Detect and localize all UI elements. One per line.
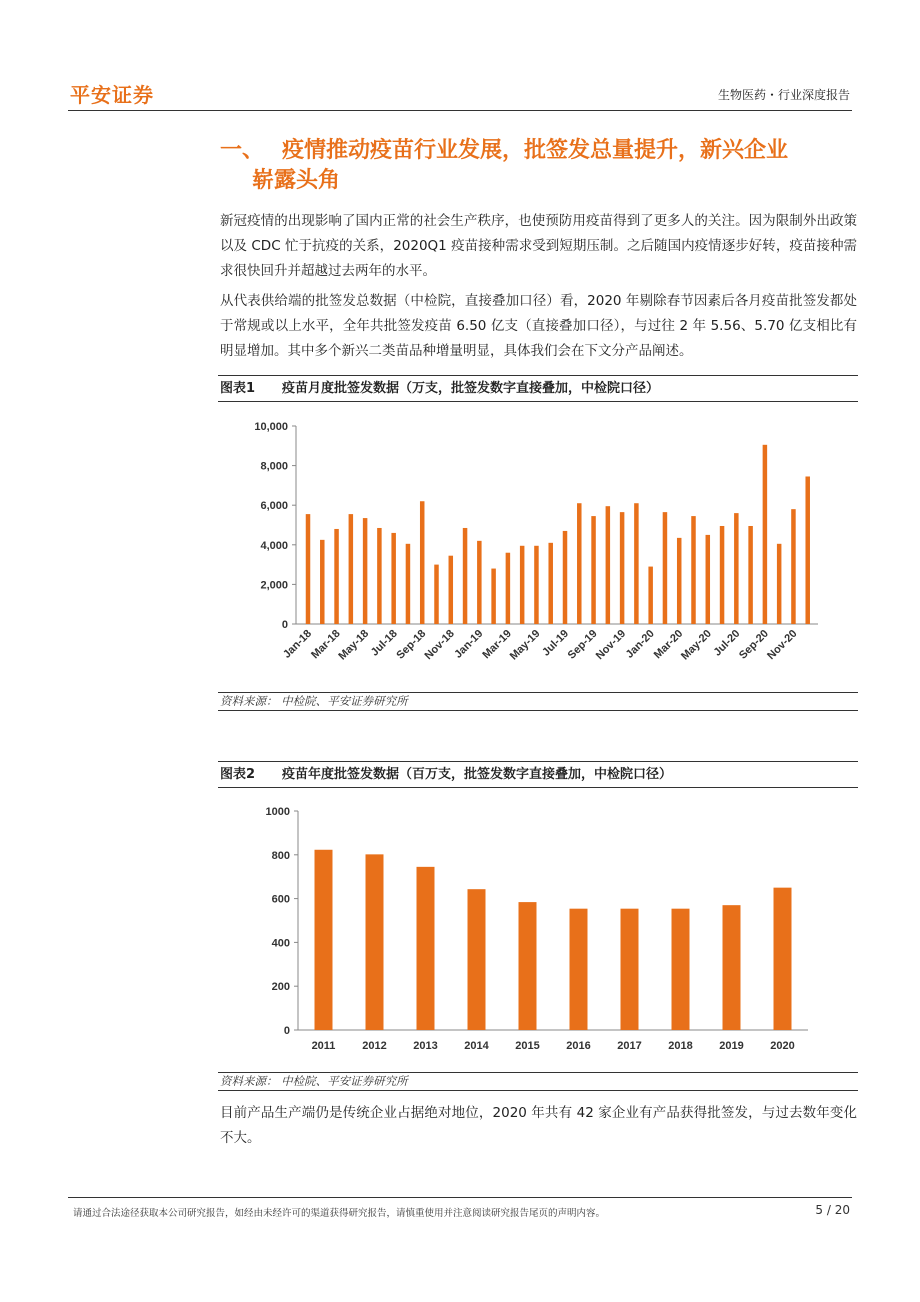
x-tick-label: 2017 (617, 1040, 642, 1052)
figure1-title: 疫苗月度批签发数据（万支，批签发数字直接叠加，中检院口径） (282, 381, 660, 396)
monthly-batch-release-chart (218, 410, 858, 690)
x-tick-label: Jul-20 (711, 627, 743, 659)
x-tick-label: 2013 (413, 1040, 438, 1052)
y-tick-label: 6,000 (260, 500, 288, 513)
bar-Aug-19 (577, 503, 582, 624)
bar-2011 (315, 850, 333, 1030)
bar-May-20 (706, 535, 711, 624)
y-tick-label: 4,000 (260, 539, 288, 552)
x-tick-label: Jul-19 (540, 627, 572, 659)
bar-Jan-20 (648, 567, 653, 624)
bar-Mar-18 (334, 529, 339, 624)
bar-Feb-18 (320, 540, 325, 624)
header-divider (68, 110, 852, 111)
bar-2013 (417, 867, 435, 1030)
bar-Jul-18 (391, 533, 396, 624)
bar-Aug-20 (748, 526, 753, 624)
x-tick-label: Jul-18 (368, 627, 400, 659)
y-tick-label: 0 (281, 619, 288, 631)
footer-disclaimer: 请通过合法途径获取本公司研究报告，如经由未经许可的渠道获得研究报告，请慎重使用并注意阅读研究报告尾页的声明内容。 (73, 1208, 606, 1219)
bar-Jun-18 (377, 528, 382, 624)
bar-Jul-20 (734, 513, 739, 624)
x-tick-label: May-20 (679, 627, 714, 663)
x-tick-label: Nov-18 (422, 627, 457, 663)
x-tick-label: 2014 (464, 1040, 489, 1052)
bar-Feb-19 (491, 569, 496, 624)
figure1-source (218, 692, 858, 711)
y-tick-label: 200 (271, 981, 290, 994)
paragraph-3: 目前产品生产端仍是传统企业占据绝对地位，2020 年共有 42 家企业有产品获得批签发，与过去数年变化不大。 (220, 1105, 857, 1146)
figure2-title-bar (218, 761, 858, 788)
bar-Sep-19 (591, 516, 596, 624)
bar-May-18 (363, 518, 368, 624)
x-tick-label: Jan-19 (452, 627, 486, 661)
bar-2016 (570, 909, 588, 1030)
figure1-title-bar (218, 375, 858, 402)
report-type: 生物医药・行业深度报告 (717, 88, 850, 102)
bar-Sep-20 (763, 445, 768, 624)
bar-Apr-20 (691, 516, 696, 624)
x-tick-label: Mar-20 (651, 627, 686, 662)
bar-Mar-20 (677, 538, 682, 624)
figure1-label: 图表1 (220, 381, 256, 396)
y-tick-label: 8,000 (260, 460, 288, 473)
bar-Feb-20 (663, 512, 668, 624)
x-tick-label: May-18 (336, 627, 372, 663)
bar-Aug-18 (406, 544, 411, 624)
x-tick-label: Sep-18 (394, 627, 429, 662)
bar-2018 (672, 909, 690, 1030)
x-tick-label: Jan-20 (623, 627, 657, 661)
x-tick-label: 2011 (311, 1040, 336, 1052)
bar-Dec-19 (634, 503, 639, 624)
y-tick-label: 400 (271, 937, 290, 950)
x-tick-label: Nov-19 (593, 627, 629, 663)
bar-Oct-18 (434, 565, 439, 624)
bar-2017 (621, 909, 639, 1030)
bar-Jan-18 (306, 514, 311, 624)
bar-Jan-19 (477, 541, 482, 624)
section-title (220, 136, 860, 196)
bar-Dec-18 (463, 528, 468, 624)
bar-Apr-19 (520, 546, 525, 624)
y-tick-label: 10,000 (254, 421, 288, 433)
paragraph-2: 从代表供给端的批签发总数据（中检院，直接叠加口径）看，2020 年剔除春节因素后各月疫苗批签发都处于常规或以上水平，全年共批签发疫苗 6.50 亿支（直接叠加口径），与过往 2 年 5.56、5.70 亿支相比有明显增加。其中多个新兴二类苗品种增量明显，具体我们会在下文分产品阐述。 (220, 293, 857, 359)
paragraph-1: 新冠疫情的出现影响了国内正常的社会生产秩序，也使预防用疫苗得到了更多人的关注。因为限制外出政策以及 CDC 忙于抗疫的关系，2020Q1 疫苗接种需求受到短期压制。之后随国内疫情逐步好转，疫苗接种需求很快回升并超越过去两年的水平。 (220, 213, 857, 279)
x-tick-label: 2020 (770, 1040, 795, 1052)
bar-Nov-20 (791, 509, 796, 624)
bar-May-19 (534, 546, 539, 624)
bar-2015 (519, 902, 537, 1030)
bar-Nov-18 (449, 556, 454, 624)
y-tick-label: 600 (271, 893, 290, 906)
bar-2012 (366, 854, 384, 1030)
x-tick-label: 2012 (362, 1040, 387, 1052)
x-tick-label: Sep-20 (737, 627, 772, 662)
company-logo: 平安证券 (70, 83, 154, 107)
bar-Jun-19 (548, 543, 553, 624)
bar-Sep-18 (420, 501, 425, 624)
x-tick-label: 2018 (668, 1040, 693, 1052)
bar-Jun-20 (720, 526, 725, 624)
x-tick-label: Nov-20 (765, 627, 800, 663)
y-tick-label: 2,000 (260, 579, 288, 592)
page-number: 5 / 20 (815, 1203, 850, 1217)
x-tick-label: 2019 (719, 1040, 744, 1052)
x-tick-label: Sep-19 (565, 627, 600, 662)
y-tick-label: 1000 (265, 806, 290, 818)
x-tick-label: Mar-19 (480, 627, 515, 662)
bar-Jul-19 (563, 531, 568, 624)
bar-Oct-19 (606, 506, 611, 624)
bar-Dec-20 (805, 476, 810, 624)
x-tick-label: Mar-18 (309, 627, 343, 662)
figure2-title: 疫苗年度批签发数据（百万支，批签发数字直接叠加，中检院口径） (282, 767, 673, 782)
section-number: 一、 (220, 138, 265, 163)
x-tick-label: Jan-18 (280, 627, 315, 661)
x-tick-label: 2015 (515, 1040, 540, 1052)
section-title-line1: 疫情推动疫苗行业发展，批签发总量提升，新兴企业 (282, 138, 789, 163)
figure1-source-text: 资料来源： 中检院、平安证券研究所 (220, 694, 408, 708)
bar-Nov-19 (620, 512, 625, 624)
annual-batch-release-chart (218, 796, 858, 1068)
bar-2014 (468, 889, 486, 1030)
figure2-label: 图表2 (220, 767, 256, 782)
bar-Apr-18 (349, 514, 354, 624)
y-tick-label: 0 (283, 1025, 290, 1037)
figure2-source-text: 资料来源： 中检院、平安证券研究所 (220, 1074, 408, 1088)
bar-2019 (723, 905, 741, 1030)
footer-divider (68, 1197, 852, 1198)
x-tick-label: 2016 (566, 1040, 591, 1052)
bar-2020 (774, 888, 792, 1030)
figure2-source (218, 1072, 858, 1091)
section-title-line2: 崭露头角 (252, 168, 341, 193)
bar-Mar-19 (506, 553, 511, 624)
x-tick-label: May-19 (507, 627, 543, 663)
y-tick-label: 800 (271, 849, 290, 862)
bar-Oct-20 (777, 544, 782, 624)
